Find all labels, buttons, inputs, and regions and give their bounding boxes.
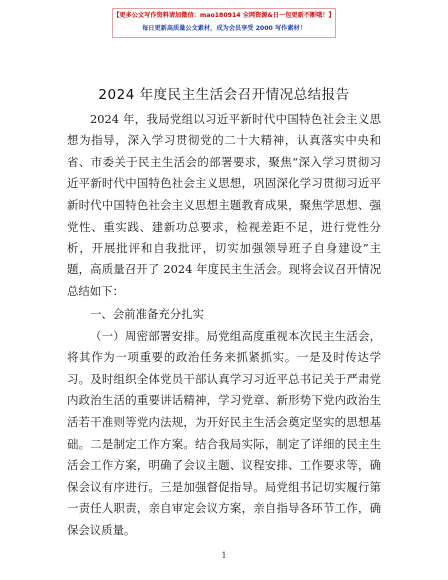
section-heading: 一、会前准备充分扎实 xyxy=(90,307,204,321)
body-line: 党性、重实践、建新功总要求，检视差距不足，进行党性分 xyxy=(67,220,381,234)
body-line: 2024 年，我局党组以习近平新时代中国特色社会主义思 xyxy=(90,112,381,126)
body-line: 活若干准则等党内法规，为开好民主生活会奠定坚实的思想基 xyxy=(67,415,381,429)
body-line: 析，开展批评和自我批评，切实加强领导班子自身建设”主 xyxy=(67,241,381,255)
body-line: 新时代中国特色社会主义思想主题教育成果，聚焦学思想、强 xyxy=(67,198,381,212)
body-line: 保会议质量。 xyxy=(67,523,136,537)
promo-banner-line-2: 每日更新高质量公文素材，成为会员享受 2000 写作素材！ xyxy=(142,25,306,32)
page-number: 1 xyxy=(221,551,227,560)
body-line: 近平新时代中国特色社会主义思想，巩固深化学习贯彻习近平 xyxy=(67,176,381,190)
body-line: 活会工作方案，明确了会议主题、议程安排、工作要求等，确 xyxy=(67,458,381,472)
body-line: 省、市委关于民主生活会的部署要求，聚焦“深入学习贯彻习 xyxy=(67,155,381,169)
promo-banner-line-1: 【更多公文写作资料请加微信：mao180914 全网资源&日一包更新不断哦！】 xyxy=(113,12,335,19)
body-line: 总结如下： xyxy=(67,284,124,298)
body-line: 将其作为一项重要的政治任务来抓紧抓实。一是及时传达学 xyxy=(67,350,381,364)
body-line: 础。二是制定工作方案。结合我局实际，制定了详细的民主生 xyxy=(67,437,381,451)
body-line: 一责任人职责，亲自审定会议方案，亲自指导各环节工作，确 xyxy=(67,501,381,515)
body-line: 内政治生活的重要讲话精神，学习党章、新形势下党内政治生 xyxy=(67,393,381,407)
body-line: 习。及时组织全体党员干部认真学习习近平总书记关于严肃党 xyxy=(67,372,381,386)
body-line: 保会议有序进行。三是加强督促指导。局党组书记切实履行第 xyxy=(67,480,381,494)
body-line: （一）周密部署安排。局党组高度重视本次民主生活会， xyxy=(90,329,381,343)
body-line: 想为指导，深入学习贯彻党的二十大精神，认真落实中央和 xyxy=(67,133,381,147)
body-line: 题，高质量召开了 2024 年度民主生活会。现将会议召开情况 xyxy=(67,262,381,276)
document-title: 2024 年度民主生活会召开情况总结报告 xyxy=(98,87,350,103)
